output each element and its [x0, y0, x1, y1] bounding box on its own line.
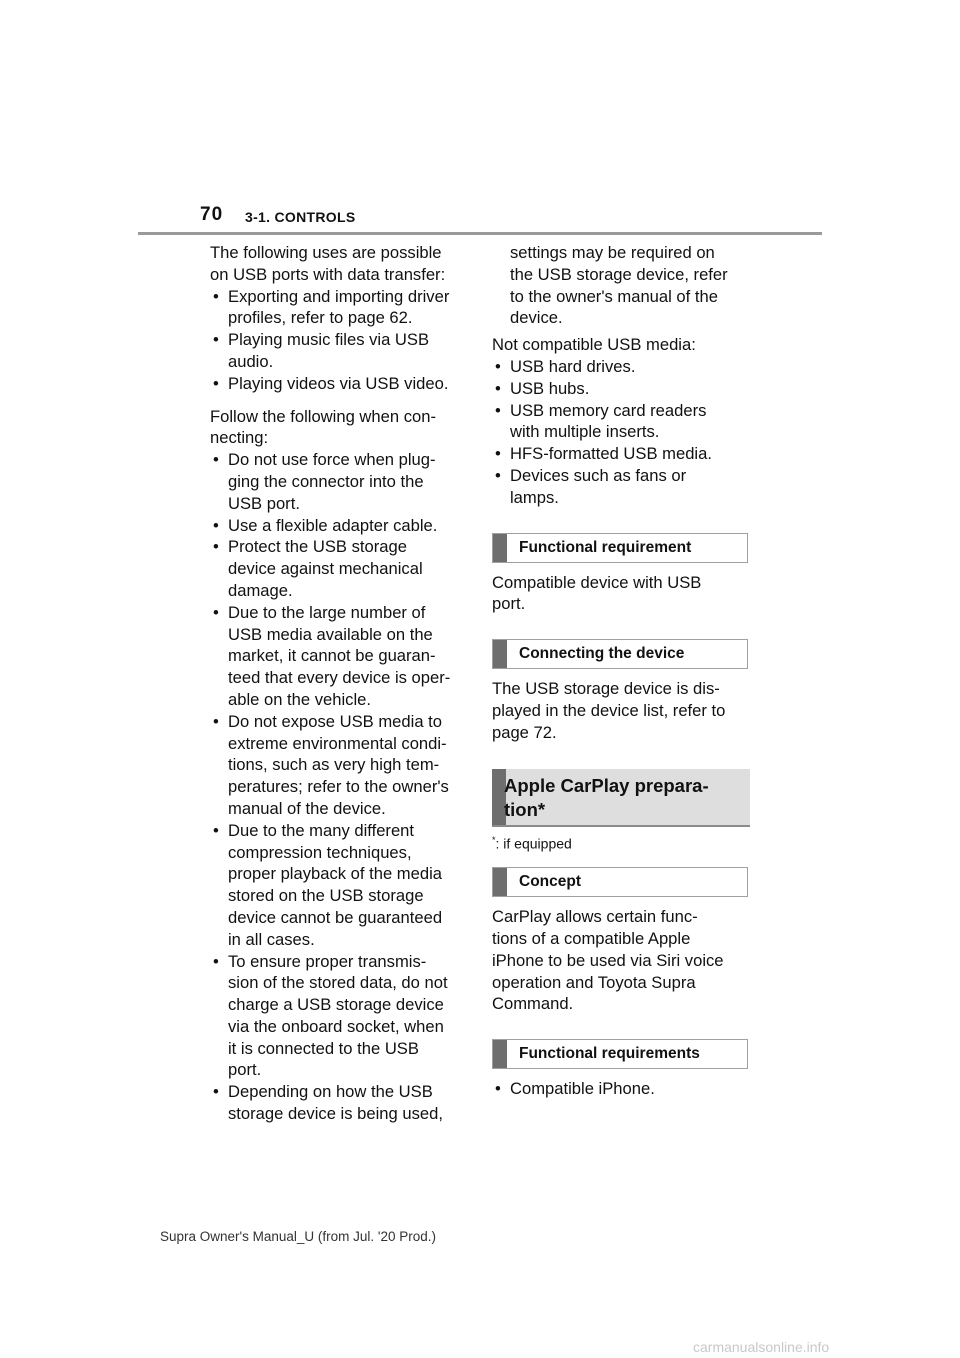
concept-heading: Concept	[492, 867, 748, 897]
body-line: iPhone to be used via Siri voice	[492, 950, 724, 970]
list-item: • Depending on how the USB storage device is being used,	[210, 1081, 472, 1125]
uses-list	[210, 286, 472, 395]
requirements-list	[492, 1078, 754, 1100]
follow-intro-line: necting:	[210, 428, 269, 448]
list-item: • USB hubs.	[492, 378, 754, 400]
list-item: • Do not use force when plug- ging the connector into the USB port.	[210, 449, 472, 514]
body-line: tions of a compatible Apple	[492, 929, 691, 948]
carplay-heading: Apple CarPlay prepara- tion*	[492, 769, 750, 827]
footnote: *: if equipped	[492, 834, 572, 852]
body-line: played in the device list, refer to	[492, 700, 726, 720]
follow-intro-line: Follow the following when con-	[210, 406, 436, 426]
list-item: • USB hard drives.	[492, 356, 754, 378]
list-item: • Playing music files via USB audio.	[210, 329, 472, 373]
page-number: 70	[200, 204, 224, 225]
body-line: The USB storage device is dis-	[492, 679, 720, 699]
footer-text: Supra Owner's Manual_U (from Jul. '20 Prod.)	[160, 1229, 437, 1244]
not-compatible-list	[492, 356, 754, 509]
body-line: CarPlay allows certain func-	[492, 907, 698, 927]
list-item: • HFS-formatted USB media.	[492, 443, 754, 465]
list-item: • To ensure proper transmis- sion of the stored data, do not charge a USB storage device via the onboard socket, when it is connected to the USB port.	[210, 951, 472, 1082]
connecting-heading: Connecting the device	[492, 639, 748, 669]
watermark: carmanualsonline.info	[693, 1339, 830, 1355]
intro-line: on USB ports with data transfer:	[210, 264, 446, 284]
right-column	[492, 242, 754, 1100]
section-title: 3-1. CONTROLS	[245, 209, 356, 225]
functional-requirement-heading: Functional requirement	[492, 533, 748, 563]
body-line: port.	[492, 594, 526, 614]
not-compatible-intro: Not compatible USB media:	[492, 335, 696, 355]
list-item: • Playing videos via USB video.	[210, 373, 472, 395]
intro-line: The following uses are possible	[210, 243, 442, 262]
list-item: • Due to the large number of USB media available on the market, it cannot be guaran- teed that every device is oper- able on the vehicle.	[210, 602, 472, 711]
body-line: page 72.	[492, 722, 557, 742]
follow-list	[210, 449, 472, 1125]
list-item: • Protect the USB storage device against mechanical damage.	[210, 536, 472, 601]
list-item: • Use a flexible adapter cable.	[210, 515, 472, 537]
body-line: operation and Toyota Supra	[492, 972, 696, 992]
list-item: • Due to the many different compression techniques, proper playback of the media stored on the USB storage device cannot be guaranteed in all cases.	[210, 820, 472, 951]
left-column	[210, 242, 472, 1125]
list-item: • Exporting and importing driver profiles, refer to page 62.	[210, 286, 472, 330]
body-line: Command.	[492, 994, 574, 1014]
functional-requirements-heading: Functional requirements	[492, 1039, 748, 1069]
continued-item: settings may be required on the USB storage device, refer to the owner's manual of the device.	[510, 243, 728, 328]
header-rule	[138, 232, 822, 235]
list-item: • Devices such as fans or lamps.	[492, 465, 754, 509]
list-item: • Do not expose USB media to extreme environmental condi- tions, such as very high tem- peratures; refer to the owner's manual of the device.	[210, 711, 472, 820]
body-line: Compatible device with USB	[492, 572, 702, 592]
list-item: • Compatible iPhone.	[492, 1078, 754, 1100]
list-item: • USB memory card readers with multiple inserts.	[492, 400, 754, 444]
